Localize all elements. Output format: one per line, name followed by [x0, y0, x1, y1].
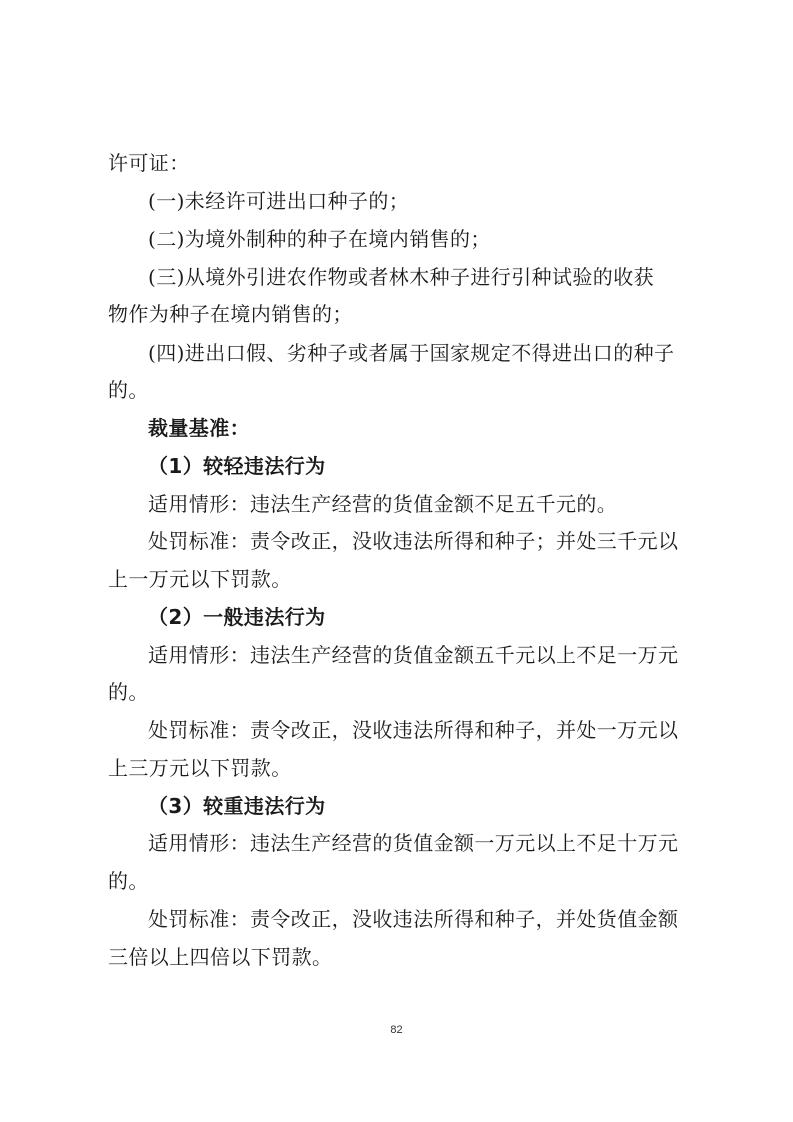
subheading-serious-violation: （3）较重违法行为: [148, 794, 326, 818]
subheading-general-violation: （2）一般违法行为: [148, 605, 326, 629]
section-heading-criteria: 裁量基准：: [148, 416, 250, 440]
list-item-2: (二)为境外制种的种子在境内销售的；: [148, 227, 491, 251]
applicable-serious-cont: 的。: [108, 869, 149, 893]
list-item-3-cont: 物作为种子在境内销售的；: [108, 302, 353, 326]
penalty-serious-cont: 三倍以上四倍以下罚款。: [108, 945, 333, 969]
applicable-general-cont: 的。: [108, 680, 149, 704]
list-item-1: (一)未经许可进出口种子的；: [148, 189, 410, 213]
subheading-minor-violation: （1）较轻违法行为: [148, 454, 326, 478]
penalty-serious: 处罚标准：责令改正，没收违法所得和种子，并处货值金额: [148, 907, 679, 931]
penalty-minor-cont: 上一万元以下罚款。: [108, 567, 292, 591]
applicable-general: 适用情形：违法生产经营的货值金额五千元以上不足一万元: [148, 643, 679, 667]
list-item-4-cont: 的。: [108, 378, 149, 402]
penalty-minor: 处罚标准：责令改正，没收违法所得和种子；并处三千元以: [148, 529, 679, 553]
list-item-3: (三)从境外引进农作物或者林木种子进行引种试验的收获: [148, 265, 655, 289]
applicable-serious: 适用情形：违法生产经营的货值金额一万元以上不足十万元: [148, 831, 679, 855]
penalty-general: 处罚标准：责令改正，没收违法所得和种子，并处一万元以: [148, 718, 679, 742]
applicable-minor: 适用情形：违法生产经营的货值金额不足五千元的。: [148, 492, 618, 516]
list-item-4: (四)进出口假、劣种子或者属于国家规定不得进出口的种子: [148, 341, 675, 365]
page-number: 82: [390, 1024, 403, 1036]
text-line-license: 许可证：: [108, 151, 190, 175]
penalty-general-cont: 上三万元以下罚款。: [108, 756, 292, 780]
